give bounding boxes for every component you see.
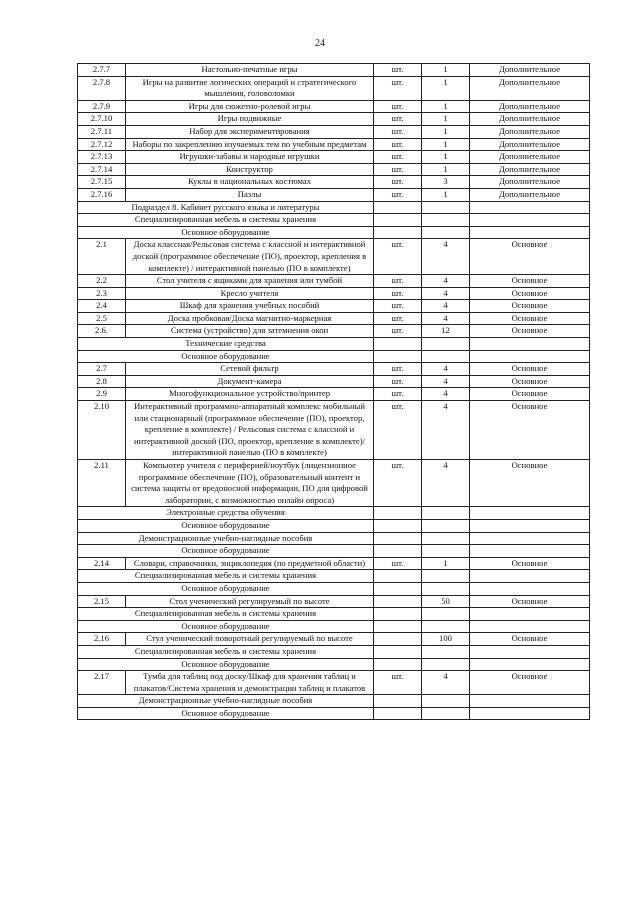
empty-qty-cell [422, 214, 470, 227]
quantity-cell: 1 [422, 64, 470, 77]
section-heading: Специализированная мебель и системы хранения [78, 214, 374, 227]
section-heading: Подраздел 8. Кабинет русского языка и литературы [78, 201, 374, 214]
item-name-cell: Документ-камера [126, 375, 374, 388]
equipment-type-cell: Основное [470, 375, 590, 388]
empty-unit-cell [374, 214, 422, 227]
quantity-cell: 3 [422, 176, 470, 189]
item-name-cell: Система (устройство) для затемнения окон [126, 325, 374, 338]
empty-qty-cell [422, 570, 470, 583]
item-number-cell: 2.3 [78, 287, 126, 300]
unit-cell: шт. [374, 375, 422, 388]
equipment-type-cell: Основное [470, 595, 590, 608]
item-name-cell: Словари, справочники, энциклопедия (по предметной области) [126, 557, 374, 570]
section-heading: Основное оборудование [78, 707, 374, 720]
quantity-cell: 4 [422, 460, 470, 507]
section-heading-row [78, 507, 590, 520]
item-name-cell: Многофункциональное устройство/принтер [126, 388, 374, 401]
empty-unit-cell [374, 570, 422, 583]
unit-cell: шт. [374, 188, 422, 201]
empty-qty-cell [422, 338, 470, 351]
equipment-type-cell: Дополнительное [470, 125, 590, 138]
table-row [78, 151, 590, 164]
section-heading-row [78, 519, 590, 532]
item-name-cell: Компьютер учителя с периферией/ноутбук (лицензионное программное обеспечение (ПО), образовательный контент и система защиты от вредоносной информации, ПО для цифровой лаборатории, с возможностью онлайн опроса) [126, 460, 374, 507]
item-name-cell: Куклы в национальных костюмах [126, 176, 374, 189]
table-row [78, 76, 590, 100]
table-row [78, 188, 590, 201]
empty-qty-cell [422, 226, 470, 239]
empty-unit-cell [374, 707, 422, 720]
equipment-type-cell: Дополнительное [470, 163, 590, 176]
table-row [78, 595, 590, 608]
empty-type-cell [470, 608, 590, 621]
quantity-cell: 1 [422, 163, 470, 176]
item-name-cell: Настольно-печатные игры [126, 64, 374, 77]
item-name-cell: Доска пробковая/Доска магнитно-маркерная [126, 312, 374, 325]
table-row [78, 363, 590, 376]
empty-qty-cell [422, 532, 470, 545]
section-heading-row [78, 338, 590, 351]
item-name-cell: Пазлы [126, 188, 374, 201]
section-heading-row [78, 214, 590, 227]
empty-type-cell [470, 350, 590, 363]
unit-cell: шт. [374, 401, 422, 460]
equipment-type-cell: Основное [470, 363, 590, 376]
quantity-cell: 4 [422, 287, 470, 300]
item-number-cell: 2.7.15 [78, 176, 126, 189]
item-name-cell: Шкаф для хранения учебных пособий [126, 300, 374, 313]
empty-unit-cell [374, 695, 422, 708]
item-number-cell: 2.2 [78, 275, 126, 288]
item-number-cell: 2.14 [78, 557, 126, 570]
table-row [78, 325, 590, 338]
equipment-type-cell: Дополнительное [470, 76, 590, 100]
equipment-type-cell: Основное [470, 325, 590, 338]
section-heading: Основное оборудование [78, 658, 374, 671]
unit-cell: шт. [374, 239, 422, 275]
item-name-cell: Игры для сюжетно-ролевой игры [126, 100, 374, 113]
unit-cell: шт. [374, 76, 422, 100]
empty-qty-cell [422, 582, 470, 595]
empty-type-cell [470, 620, 590, 633]
item-name-cell: Наборы по закреплению изучаемых тем по учебным предметам [126, 138, 374, 151]
quantity-cell: 12 [422, 325, 470, 338]
table-row [78, 300, 590, 313]
section-heading: Основное оборудование [78, 620, 374, 633]
section-heading-row [78, 201, 590, 214]
empty-type-cell [470, 695, 590, 708]
quantity-cell: 1 [422, 113, 470, 126]
equipment-type-cell: Дополнительное [470, 113, 590, 126]
section-heading: Основное оборудование [78, 350, 374, 363]
section-heading-row [78, 645, 590, 658]
quantity-cell: 4 [422, 671, 470, 695]
section-heading-row [78, 658, 590, 671]
quantity-cell: 4 [422, 300, 470, 313]
quantity-cell: 4 [422, 275, 470, 288]
equipment-type-cell: Дополнительное [470, 188, 590, 201]
section-heading: Демонстрационные учебно-наглядные пособия [78, 532, 374, 545]
empty-unit-cell [374, 201, 422, 214]
item-name-cell: Набор для экспериментирования [126, 125, 374, 138]
item-name-cell: Конструктор [126, 163, 374, 176]
item-number-cell: 2.5 [78, 312, 126, 325]
empty-unit-cell [374, 545, 422, 558]
table-row [78, 275, 590, 288]
item-number-cell: 2.17 [78, 671, 126, 695]
empty-unit-cell [374, 338, 422, 351]
equipment-type-cell: Основное [470, 300, 590, 313]
empty-qty-cell [422, 545, 470, 558]
empty-type-cell [470, 645, 590, 658]
unit-cell: шт. [374, 100, 422, 113]
table-row [78, 287, 590, 300]
equipment-type-cell: Дополнительное [470, 100, 590, 113]
item-name-cell: Тумба для таблиц под доску/Шкаф для хранения таблиц и плакатов/Система хранения и демонстрации таблиц и плакатов [126, 671, 374, 695]
unit-cell: шт. [374, 64, 422, 77]
empty-type-cell [470, 226, 590, 239]
unit-cell: шт. [374, 460, 422, 507]
unit-cell: шт. [374, 312, 422, 325]
item-name-cell: Доска классная/Рельсовая система с классной и интерактивной доской (программное обеспечение (ПО), проектор, крепления в комплекте) / интерактивной панелью (ПО в комплекте) [126, 239, 374, 275]
equipment-type-cell: Основное [470, 557, 590, 570]
empty-type-cell [470, 214, 590, 227]
equipment-type-cell: Основное [470, 388, 590, 401]
item-number-cell: 2.9 [78, 388, 126, 401]
quantity-cell: 1 [422, 100, 470, 113]
unit-cell: шт. [374, 388, 422, 401]
item-number-cell: 2.7.11 [78, 125, 126, 138]
empty-qty-cell [422, 695, 470, 708]
quantity-cell: 1 [422, 151, 470, 164]
quantity-cell: 4 [422, 375, 470, 388]
empty-qty-cell [422, 608, 470, 621]
empty-unit-cell [374, 582, 422, 595]
equipment-type-cell: Основное [470, 671, 590, 695]
unit-cell: шт. [374, 671, 422, 695]
equipment-type-cell: Дополнительное [470, 64, 590, 77]
quantity-cell: 4 [422, 388, 470, 401]
empty-unit-cell [374, 226, 422, 239]
table-row [78, 100, 590, 113]
empty-unit-cell [374, 658, 422, 671]
item-name-cell: Игры подвижные [126, 113, 374, 126]
item-name-cell: Стол учителя с ящиками для хранения или тумбой [126, 275, 374, 288]
quantity-cell: 100 [422, 633, 470, 646]
section-heading-row [78, 350, 590, 363]
item-number-cell: 2.6. [78, 325, 126, 338]
table-row [78, 375, 590, 388]
equipment-type-cell: Основное [470, 287, 590, 300]
empty-type-cell [470, 338, 590, 351]
empty-unit-cell [374, 507, 422, 520]
equipment-type-cell: Основное [470, 312, 590, 325]
section-heading: Специализированная мебель и системы хранения [78, 645, 374, 658]
table-row [78, 633, 590, 646]
section-heading: Демонстрационные учебно-наглядные пособия [78, 695, 374, 708]
section-heading: Технические средства [78, 338, 374, 351]
empty-type-cell [470, 545, 590, 558]
equipment-type-cell: Основное [470, 239, 590, 275]
section-heading-row [78, 608, 590, 621]
empty-qty-cell [422, 658, 470, 671]
quantity-cell: 4 [422, 363, 470, 376]
table-row [78, 113, 590, 126]
section-heading-row [78, 707, 590, 720]
unit-cell: шт. [374, 125, 422, 138]
empty-qty-cell [422, 707, 470, 720]
empty-unit-cell [374, 620, 422, 633]
table-row [78, 312, 590, 325]
page-number: 24 [315, 38, 325, 49]
empty-qty-cell [422, 519, 470, 532]
section-heading: Основное оборудование [78, 582, 374, 595]
table-row [78, 176, 590, 189]
item-name-cell: Игрушки-забавы и народные игрушки [126, 151, 374, 164]
empty-type-cell [470, 507, 590, 520]
empty-type-cell [470, 519, 590, 532]
section-heading-row [78, 532, 590, 545]
equipment-type-cell: Основное [470, 460, 590, 507]
item-number-cell: 2.7.10 [78, 113, 126, 126]
quantity-cell: 4 [422, 401, 470, 460]
item-number-cell: 2.16 [78, 633, 126, 646]
empty-unit-cell [374, 608, 422, 621]
quantity-cell: 1 [422, 138, 470, 151]
item-number-cell: 2.7.16 [78, 188, 126, 201]
item-number-cell: 2.7 [78, 363, 126, 376]
section-heading-row [78, 695, 590, 708]
item-name-cell: Интерактивный программно-аппаратный комплекс мобильный или стационарный (программное обеспечение (ПО), проектор, крепление в комплекте) / Рельсовая система с классной и интерактивной доской (ПО, проектор, крепление в комплекте)/ интерактивной панелью (ПО в комплекте) [126, 401, 374, 460]
empty-type-cell [470, 201, 590, 214]
item-number-cell: 2.15 [78, 595, 126, 608]
table-row [78, 671, 590, 695]
item-number-cell: 2.7.9 [78, 100, 126, 113]
item-name-cell: Стул ученический поворотный регулируемый по высоте [126, 633, 374, 646]
empty-type-cell [470, 532, 590, 545]
equipment-type-cell: Основное [470, 401, 590, 460]
empty-unit-cell [374, 350, 422, 363]
unit-cell: шт. [374, 163, 422, 176]
table-row [78, 138, 590, 151]
item-number-cell: 2.7.12 [78, 138, 126, 151]
table-row [78, 64, 590, 77]
empty-unit-cell [374, 532, 422, 545]
unit-cell: шт. [374, 176, 422, 189]
item-number-cell: 2.7.13 [78, 151, 126, 164]
unit-cell: шт. [374, 287, 422, 300]
item-name-cell: Кресло учителя [126, 287, 374, 300]
quantity-cell: 50 [422, 595, 470, 608]
section-heading-row [78, 545, 590, 558]
equipment-table [77, 63, 590, 720]
quantity-cell: 4 [422, 239, 470, 275]
equipment-table-body [78, 64, 590, 720]
table-row [78, 557, 590, 570]
empty-unit-cell [374, 519, 422, 532]
section-heading: Специализированная мебель и системы хранения [78, 570, 374, 583]
section-heading: Специализированная мебель и системы хранения [78, 608, 374, 621]
equipment-type-cell: Основное [470, 275, 590, 288]
section-heading-row [78, 570, 590, 583]
unit-cell: шт. [374, 275, 422, 288]
empty-qty-cell [422, 620, 470, 633]
item-number-cell: 2.7.7 [78, 64, 126, 77]
table-row [78, 163, 590, 176]
unit-cell: шт. [374, 300, 422, 313]
empty-type-cell [470, 570, 590, 583]
section-heading: Электронные средства обучения [78, 507, 374, 520]
item-name-cell: Стол ученический регулируемый по высоте [126, 595, 374, 608]
quantity-cell: 1 [422, 76, 470, 100]
section-heading-row [78, 620, 590, 633]
table-row [78, 401, 590, 460]
item-name-cell: Сетевой фильтр [126, 363, 374, 376]
quantity-cell: 1 [422, 188, 470, 201]
equipment-type-cell: Дополнительное [470, 176, 590, 189]
unit-cell: шт. [374, 557, 422, 570]
table-row [78, 388, 590, 401]
section-heading-row [78, 226, 590, 239]
table-row [78, 125, 590, 138]
empty-qty-cell [422, 350, 470, 363]
quantity-cell: 1 [422, 125, 470, 138]
empty-type-cell [470, 707, 590, 720]
equipment-type-cell: Основное [470, 633, 590, 646]
section-heading: Основное оборудование [78, 226, 374, 239]
item-name-cell: Игры на развитие логических операций и стратегического мышления, головоломки [126, 76, 374, 100]
item-number-cell: 2.10 [78, 401, 126, 460]
empty-qty-cell [422, 201, 470, 214]
equipment-type-cell: Дополнительное [470, 151, 590, 164]
empty-type-cell [470, 658, 590, 671]
item-number-cell: 2.1 [78, 239, 126, 275]
empty-qty-cell [422, 645, 470, 658]
table-row [78, 460, 590, 507]
empty-unit-cell [374, 645, 422, 658]
item-number-cell: 2.8 [78, 375, 126, 388]
item-number-cell: 2.7.14 [78, 163, 126, 176]
unit-cell: шт. [374, 113, 422, 126]
unit-cell: шт. [374, 325, 422, 338]
unit-cell [374, 595, 422, 608]
unit-cell [374, 633, 422, 646]
item-number-cell: 2.4 [78, 300, 126, 313]
empty-qty-cell [422, 507, 470, 520]
section-heading: Основное оборудование [78, 519, 374, 532]
unit-cell: шт. [374, 363, 422, 376]
quantity-cell: 4 [422, 312, 470, 325]
empty-type-cell [470, 582, 590, 595]
item-number-cell: 2.11 [78, 460, 126, 507]
item-number-cell: 2.7.8 [78, 76, 126, 100]
unit-cell: шт. [374, 138, 422, 151]
equipment-type-cell: Дополнительное [470, 138, 590, 151]
section-heading: Основное оборудование [78, 545, 374, 558]
section-heading-row [78, 582, 590, 595]
quantity-cell: 1 [422, 557, 470, 570]
table-row [78, 239, 590, 275]
unit-cell: шт. [374, 151, 422, 164]
